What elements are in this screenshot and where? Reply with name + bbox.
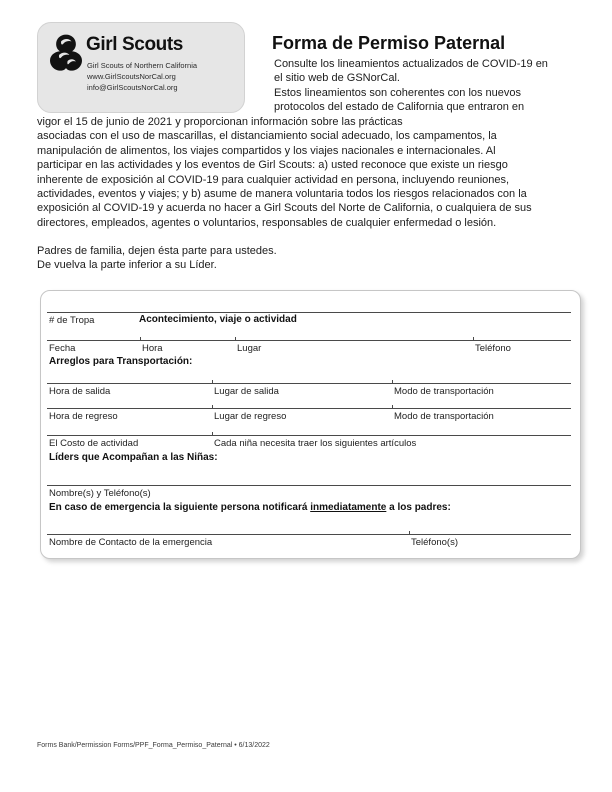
column-tick <box>392 380 393 384</box>
intro-full-width <box>37 115 585 230</box>
intro-line: inherente de exposición al COVID-19 para cualquier actividad en persona, incluyendo reuniones, <box>37 173 510 186</box>
column-tick <box>212 432 213 436</box>
intro-line: protocolos del estado de California que entraron en <box>274 101 525 114</box>
form-rule <box>47 340 571 341</box>
intro-line: participar en las actividades y los eventos de Girl Scouts: a) usted reconoce que existe un riesgo <box>37 159 508 172</box>
field-label-place: Lugar <box>237 343 262 354</box>
form-rule <box>47 435 571 436</box>
column-tick <box>473 337 474 341</box>
section-heading-leaders: Líders que Acompañan a las Niñas: <box>49 452 218 463</box>
field-label-cost: El Costo de actividad <box>49 438 139 449</box>
note-line-return: De vuelva la parte inferior a su Líder. <box>37 259 217 272</box>
org-name: Girl Scouts of Northern California <box>87 61 198 70</box>
intro-line: exposición al COVID-19 y acuerda no hacer a Girl Scouts del Norte de California, o cualquiera de sus <box>37 202 532 215</box>
field-label-departure-time: Hora de salida <box>49 386 111 397</box>
emergency-notice-pre: En caso de emergencia la siguiente persona notificará <box>49 502 311 513</box>
intro-line: manipulación de alimentos, los viajes compartidos y los viajes nacionales e internacionales. Al <box>37 144 496 157</box>
field-label-date: Fecha <box>49 343 76 354</box>
form-rule <box>47 485 571 486</box>
field-label-phone: Teléfono <box>475 343 511 354</box>
parent-note <box>37 244 277 273</box>
column-tick <box>212 405 213 409</box>
field-label-return-place: Lugar de regreso <box>214 411 287 422</box>
form-rule <box>47 312 571 313</box>
form-rule <box>47 534 571 535</box>
girl-scouts-trefoil-icon <box>49 31 83 75</box>
column-tick <box>409 531 410 535</box>
field-label-names-phones: Nombre(s) y Teléfono(s) <box>49 488 151 499</box>
field-label-departure-place: Lugar de salida <box>214 386 279 397</box>
org-website: www.GirlScoutsNorCal.org <box>87 72 176 81</box>
intro-line: directores, empleados, agentes o voluntarios, responsables de cualquier enfermedad o lesión. <box>37 216 497 229</box>
section-heading-transportation: Arreglos para Transportación: <box>49 356 193 367</box>
form-rule <box>47 383 571 384</box>
intro-line: Estos lineamientos son coherentes con los nuevos <box>274 86 522 99</box>
field-label-troop-number: # de Tropa <box>49 315 95 326</box>
intro-right-column <box>274 57 594 115</box>
intro-line: actividades, eventos y viajes; y b) asume de manera voluntaria todos los riesgos relacionados con la <box>37 188 527 201</box>
intro-line: Consulte los lineamientos actualizados de COVID-19 en <box>274 58 548 70</box>
field-label-emergency-contact: Nombre de Contacto de la emergencia <box>49 537 213 548</box>
column-tick <box>235 337 236 341</box>
org-info <box>87 60 197 93</box>
brand-wordmark: Girl Scouts <box>86 34 183 55</box>
permission-form-box <box>40 290 581 559</box>
footer-text: Forms Bank/Permission Forms/PPF_Forma_Permiso_Paternal • 6/13/2022 <box>37 742 270 749</box>
emergency-notice-underlined: inmediatamente <box>310 502 387 513</box>
logo-card <box>37 22 245 113</box>
field-label-emergency-phone: Teléfono(s) <box>411 537 458 548</box>
field-label-time: Hora <box>142 343 163 354</box>
page-title: Forma de Permiso Paternal <box>272 33 506 53</box>
note-line-keep: Padres de familia, dejen ésta parte para ustedes. <box>37 245 277 257</box>
org-email: info@GirlScoutsNorCal.org <box>87 83 178 92</box>
field-label-items: Cada niña necesita traer los siguientes artículos <box>214 438 417 449</box>
form-rule <box>47 408 571 409</box>
column-tick <box>212 380 213 384</box>
field-label-departure-mode: Modo de transportación <box>394 386 494 397</box>
emergency-notice <box>49 502 451 513</box>
intro-line: asociadas con el uso de mascarillas, el distanciamiento social adecuado, los campamentos, la <box>37 130 497 143</box>
field-label-return-time: Hora de regreso <box>49 411 118 422</box>
column-tick <box>392 405 393 409</box>
field-label-return-mode: Modo de transportación <box>394 411 494 422</box>
intro-line: el sitio web de GSNorCal. <box>274 72 400 85</box>
intro-line: vigor el 15 de junio de 2021 y proporcionan información sobre las prácticas <box>37 116 403 128</box>
field-label-event: Acontecimiento, viaje o actividad <box>139 314 297 325</box>
column-tick <box>140 337 141 341</box>
emergency-notice-post: a los padres: <box>386 502 451 513</box>
